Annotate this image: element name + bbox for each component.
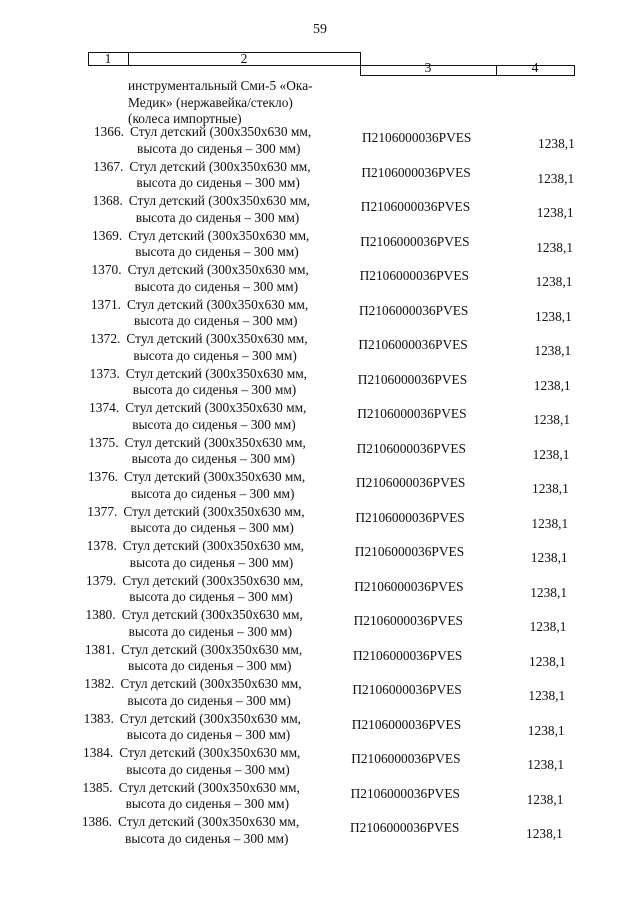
row-code: П2106000036PVES xyxy=(357,371,468,387)
row-description xyxy=(119,745,359,778)
description-line-2: высота до сиденья – 300 мм) xyxy=(131,451,296,466)
row-number: 1380. xyxy=(85,607,116,622)
row-code: П2106000036PVES xyxy=(351,751,461,766)
description-line-1: Стул детский (300х350х630 мм, xyxy=(121,607,303,622)
description-line-2: высота до сиденья – 300 мм) xyxy=(132,382,297,397)
row-value: 1238,1 xyxy=(530,550,568,565)
row-code: П2106000036PVES xyxy=(358,337,468,352)
row-description xyxy=(120,676,360,709)
description-line-2: высота до сиденья – 300 мм) xyxy=(128,623,293,639)
description-line-2: высота до сиденья – 300 мм) xyxy=(129,554,294,570)
description-line-2: высота до сиденья – 300 мм) xyxy=(126,727,291,742)
description-line-1: Стул детский (300х350х630 мм, xyxy=(118,814,300,829)
description-line-2: высота до сиденья – 300 мм) xyxy=(134,278,299,294)
description-line-1: Стул детский (300х350х630 мм, xyxy=(121,641,303,657)
description-line-1: Стул детский (300х350х630 мм, xyxy=(124,434,306,450)
row-value: 1238,1 xyxy=(531,515,569,531)
row-description xyxy=(122,573,362,606)
description-line-2: высота до сиденья – 300 мм) xyxy=(127,692,291,708)
table-row xyxy=(0,297,640,331)
row-number: 1381. xyxy=(84,641,115,657)
description-line-2: высота до сиденья – 300 мм) xyxy=(129,589,293,604)
row-number: 1372. xyxy=(90,331,121,346)
row-value: 1238,1 xyxy=(526,826,563,841)
row-value: 1238,1 xyxy=(526,791,564,807)
row-value: 1238,1 xyxy=(535,308,572,324)
table-row xyxy=(0,504,640,538)
continued-description xyxy=(128,78,363,128)
row-code: П2106000036PVES xyxy=(361,164,471,180)
description-line-2: высота до сиденья – 300 мм) xyxy=(136,175,300,190)
row-code: П2106000036PVES xyxy=(353,647,463,663)
row-code: П2106000036PVES xyxy=(351,716,462,732)
description-line-2: высота до сиденья – 300 мм) xyxy=(135,209,300,225)
row-code: П2106000036PVES xyxy=(360,199,471,214)
row-description xyxy=(126,331,366,364)
row-value: 1238,1 xyxy=(537,170,575,186)
row-value: 1238,1 xyxy=(527,757,565,772)
continued-line: инструментальный Сми-5 «Ока- xyxy=(128,78,313,93)
row-value: 1238,1 xyxy=(536,205,574,220)
row-code: П2106000036PVES xyxy=(357,406,467,421)
header-col-1: 1 xyxy=(104,51,112,66)
continued-line: Медик» (нержавейка/стекло) xyxy=(128,94,293,110)
row-number: 1377. xyxy=(87,503,118,519)
row-value: 1238,1 xyxy=(533,377,571,393)
table-row xyxy=(0,780,640,814)
description-line-2: высота до сиденья – 300 мм) xyxy=(134,313,298,328)
row-value: 1238,1 xyxy=(527,722,565,738)
description-line-1: Стул детский (300х350х630 мм, xyxy=(124,469,306,484)
description-line-2: высота до сиденья – 300 мм) xyxy=(131,485,295,501)
description-line-1: Стул детский (300х350х630 мм, xyxy=(126,331,308,346)
row-description xyxy=(125,435,365,468)
table-row xyxy=(0,711,640,745)
table-row xyxy=(0,262,640,296)
description-line-1: Стул детский (300х350х630 мм, xyxy=(119,710,302,726)
table-row xyxy=(0,538,640,572)
table-row xyxy=(0,331,640,365)
description-line-1: Стул детский (300х350х630 мм, xyxy=(127,296,309,312)
row-description xyxy=(121,642,361,675)
table-row xyxy=(0,469,640,503)
description-line-1: Стул детский (300х350х630 мм, xyxy=(122,538,305,553)
row-number: 1375. xyxy=(88,434,119,450)
row-code: П2106000036PVES xyxy=(353,613,463,628)
table-row xyxy=(0,366,640,400)
description-line-2: высота до сиденья – 300 мм) xyxy=(137,140,301,156)
row-description xyxy=(128,228,368,261)
table-row xyxy=(0,676,640,710)
row-value: 1238,1 xyxy=(529,653,566,669)
row-description xyxy=(125,400,365,433)
table-row xyxy=(0,228,640,262)
row-code: П2106000036PVES xyxy=(350,820,460,835)
row-value: 1238,1 xyxy=(535,274,573,289)
description-line-1: Стул детский (300х350х630 мм, xyxy=(129,158,311,174)
header-col-4: 4 xyxy=(531,60,539,75)
header-col-3: 3 xyxy=(424,60,432,75)
row-description xyxy=(120,711,360,744)
row-description xyxy=(129,159,369,192)
table-row xyxy=(0,435,640,469)
row-description xyxy=(129,193,369,226)
description-line-2: высота до сиденья – 300 мм) xyxy=(128,658,292,673)
continued-line: (колеса импортные) xyxy=(128,111,242,126)
row-description xyxy=(118,814,358,847)
description-line-2: высота до сиденья – 300 мм) xyxy=(132,416,296,432)
row-number: 1379. xyxy=(86,572,117,588)
description-line-1: Стул детский (300х350х630 мм, xyxy=(128,193,311,208)
row-description xyxy=(123,504,363,537)
row-number: 1384. xyxy=(83,745,114,760)
row-code: П2106000036PVES xyxy=(354,544,465,559)
row-code: П2106000036PVES xyxy=(356,440,466,456)
row-code: П2106000036PVES xyxy=(362,130,472,145)
row-number: 1366. xyxy=(93,124,124,139)
description-line-1: Стул детский (300х350х630 мм, xyxy=(119,745,301,760)
row-code: П2106000036PVES xyxy=(356,475,466,490)
row-number: 1373. xyxy=(89,365,120,381)
row-description xyxy=(119,780,359,813)
description-line-2: высота до сиденья – 300 мм) xyxy=(126,761,290,777)
row-code: П2106000036PVES xyxy=(359,302,469,318)
table-row xyxy=(0,400,640,434)
description-line-2: высота до сиденья – 300 мм) xyxy=(125,830,289,846)
table-row xyxy=(0,745,640,779)
page-number: 59 xyxy=(313,22,327,37)
row-number: 1374. xyxy=(89,400,120,415)
row-description xyxy=(122,607,362,640)
row-number: 1386. xyxy=(81,814,112,829)
row-number: 1383. xyxy=(83,710,114,726)
row-description xyxy=(123,538,363,571)
row-value: 1238,1 xyxy=(538,136,575,151)
row-description xyxy=(127,297,367,330)
description-line-1: Стул детский (300х350х630 мм, xyxy=(128,227,310,243)
row-value: 1238,1 xyxy=(529,619,567,634)
description-line-2: высота до сиденья – 300 мм) xyxy=(125,796,290,811)
row-code: П2106000036PVES xyxy=(354,578,464,594)
description-line-1: Стул детский (300х350х630 мм, xyxy=(118,779,300,795)
row-number: 1382. xyxy=(84,676,115,691)
description-line-1: Стул детский (300х350х630 мм, xyxy=(122,572,304,588)
row-value: 1238,1 xyxy=(532,446,570,462)
row-number: 1369. xyxy=(92,227,123,243)
description-line-2: высота до сиденья – 300 мм) xyxy=(133,347,297,363)
row-value: 1238,1 xyxy=(534,343,572,358)
table-row xyxy=(0,159,640,193)
row-number: 1367. xyxy=(93,158,124,174)
description-line-1: Стул детский (300х350х630 мм, xyxy=(120,676,302,691)
row-code: П2106000036PVES xyxy=(352,682,462,697)
table-header xyxy=(88,52,575,76)
description-line-1: Стул детский (300х350х630 мм, xyxy=(130,124,312,139)
row-code: П2106000036PVES xyxy=(350,785,460,801)
table-row xyxy=(0,573,640,607)
row-code: П2106000036PVES xyxy=(360,233,470,249)
row-description xyxy=(124,469,364,502)
table-row xyxy=(0,814,640,848)
table-row xyxy=(0,607,640,641)
header-right-border xyxy=(574,65,575,76)
row-code: П2106000036PVES xyxy=(359,268,469,283)
header-col-2: 2 xyxy=(240,51,248,66)
row-number: 1371. xyxy=(90,296,121,312)
description-line-1: Стул детский (300х350х630 мм, xyxy=(123,503,305,519)
row-value: 1238,1 xyxy=(536,239,574,255)
row-description xyxy=(128,262,368,295)
row-description xyxy=(130,124,370,157)
description-line-1: Стул детский (300х350х630 мм, xyxy=(125,400,307,415)
row-number: 1376. xyxy=(87,469,118,484)
description-line-1: Стул детский (300х350х630 мм, xyxy=(125,365,308,381)
row-number: 1378. xyxy=(86,538,117,553)
row-value: 1238,1 xyxy=(532,481,569,496)
row-code: П2106000036PVES xyxy=(355,509,465,525)
row-description xyxy=(126,366,366,399)
row-value: 1238,1 xyxy=(533,412,571,427)
table-row xyxy=(0,193,640,227)
description-line-2: высота до сиденья – 300 мм) xyxy=(135,244,299,259)
row-number: 1370. xyxy=(91,262,122,277)
description-line-1: Стул детский (300х350х630 мм, xyxy=(127,262,309,277)
description-line-2: высота до сиденья – 300 мм) xyxy=(130,520,294,535)
row-value: 1238,1 xyxy=(528,688,566,703)
row-number: 1385. xyxy=(82,779,113,795)
table-row xyxy=(0,124,640,158)
table-row xyxy=(0,642,640,676)
row-value: 1238,1 xyxy=(530,584,568,600)
row-number: 1368. xyxy=(92,193,123,208)
